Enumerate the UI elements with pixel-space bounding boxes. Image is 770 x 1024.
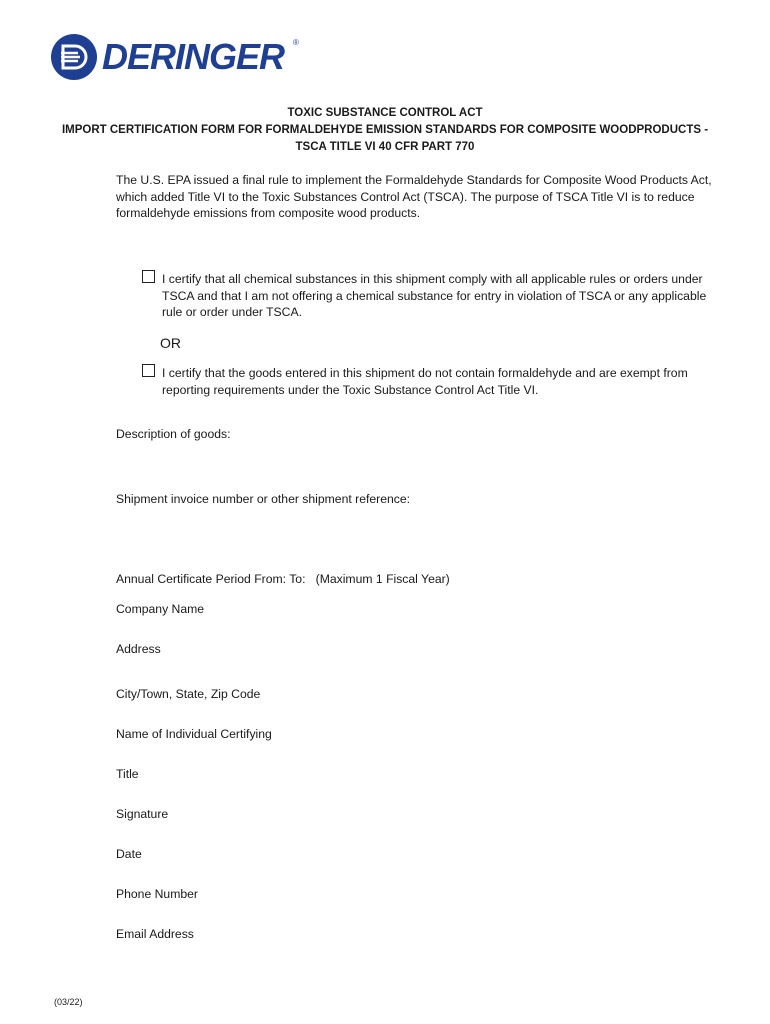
logo-registered-mark: ®: [293, 38, 299, 47]
phone-number-label: Phone Number: [116, 887, 198, 901]
revision-date: (03/22): [54, 997, 83, 1007]
email-address-label: Email Address: [116, 927, 194, 941]
intro-paragraph: The U.S. EPA issued a final rule to implement the Formaldehyde Standards for Composite Wood Products Act, which added Title VI to the Toxic Substances Control Act (TSCA). The purpose of TSCA Title VI is to reduce formaldehyde emissions from composite wood products.: [116, 173, 712, 220]
period-note: (Maximum 1 Fiscal Year): [315, 572, 450, 586]
certificate-period-row: [116, 571, 450, 587]
title-label: Title: [116, 767, 139, 781]
company-name-label: Company Name: [116, 602, 205, 616]
deringer-logo: [50, 32, 310, 82]
form-title-line-1: TOXIC SUBSTANCE CONTROL ACT: [287, 107, 483, 119]
deringer-d-icon: [50, 32, 100, 82]
date-label: Date: [116, 847, 142, 861]
logo-brand-text: DERINGER: [102, 36, 285, 77]
certify-exempt-text: I certify that the goods entered in this shipment do not contain formaldehyde and are exempt from reporting requirements under the Toxic Substance Control Act Title VI.: [162, 366, 688, 397]
address-label: Address: [116, 642, 161, 656]
or-separator: OR: [160, 335, 181, 351]
certify-comply-text: I certify that all chemical substances in this shipment comply with all applicable rules or orders under TSCA and that I am not offering a chemical substance for entry in violation of TSCA or any applicable rule or order under TSCA.: [162, 272, 707, 319]
signature-label: Signature: [116, 807, 169, 821]
form-title-line-2: IMPORT CERTIFICATION FORM FOR FORMALDEHYDE EMISSION STANDARDS FOR COMPOSITE WOODPRODUCTS -: [61, 124, 709, 136]
city-state-zip-label: City/Town, State, Zip Code: [116, 687, 261, 701]
invoice-label: Shipment invoice number or other shipment reference:: [116, 492, 411, 506]
form-title-line-3: TSCA TITLE VI 40 CFR PART 770: [295, 141, 475, 153]
period-to-label: To:: [289, 572, 306, 586]
certify-exempt-checkbox[interactable]: [142, 364, 155, 377]
description-label: Description of goods:: [116, 427, 231, 441]
certify-comply-checkbox[interactable]: [142, 270, 155, 283]
individual-certifying-label: Name of Individual Certifying: [116, 727, 272, 741]
period-from-label: Annual Certificate Period From:: [116, 572, 287, 586]
